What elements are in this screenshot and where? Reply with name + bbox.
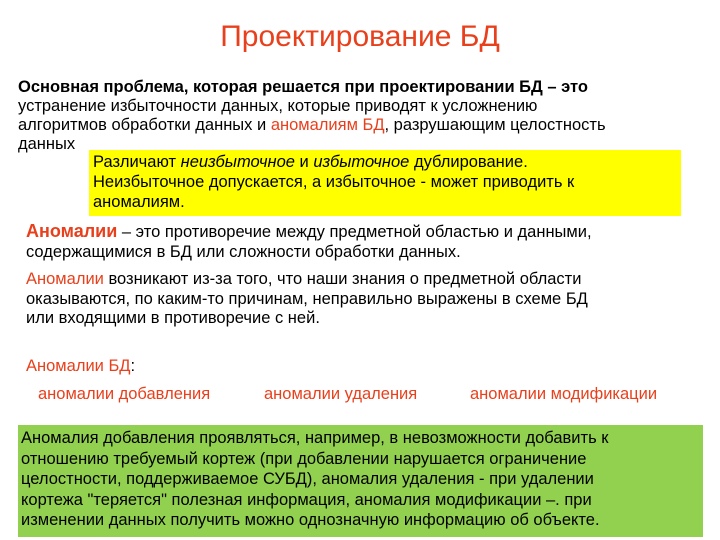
duplication-line-1: [93, 152, 677, 172]
anomaly-cause: [26, 270, 706, 329]
anomaly-cause-line-2: оказываются, по каким-то причинам, неправильно выражены в схеме БД: [26, 289, 588, 308]
duplication-line-2: Неизбыточное допускается, а избыточное - может приводить к: [93, 173, 575, 191]
anomaly-cause-term: Аномалии: [26, 270, 104, 288]
anomaly-list-colon: :: [130, 357, 136, 375]
intro-line-3: [18, 116, 714, 135]
anomaly-type-update: аномалии модификации: [470, 385, 658, 403]
intro-line-1: Основная проблема, которая решается при проектировании БД – это: [18, 78, 588, 96]
anomaly-cause-line-1: [26, 270, 706, 290]
example-line-3: целостности, поддерживаемое СУБД), аномалия удаления - при удалении: [21, 470, 594, 488]
anomaly-cause-line-3: или входящими в противоречие с ней.: [26, 309, 320, 327]
intro-line-2: устранение избыточности данных, которые приводят к усложнению: [18, 97, 538, 115]
anomaly-list-heading: [26, 357, 135, 376]
anomaly-def-line-2: содержащимися в БД или сложности обработки данных.: [26, 243, 461, 261]
dup-text-a: Различают: [93, 153, 181, 171]
anomaly-type-insert: аномалии добавления: [38, 385, 211, 403]
anomaly-def-line-1: [26, 221, 716, 242]
anomaly-list-term: Аномалии БД: [26, 357, 131, 375]
duplication-line-3: аномалиям.: [93, 193, 185, 211]
anomaly-term: Аномалии: [26, 221, 118, 241]
example-line-4: кортежа "теряется" полезная информация, аномалия модификации –. при: [21, 490, 592, 509]
intro-line-3-end: , разрушающим целостность: [384, 116, 606, 134]
page-title: Проектирование БД: [220, 20, 500, 53]
example-line-2: отношению требуемый кортеж (при добавлении нарушается ограничение: [21, 449, 587, 468]
duplication-note-box: [89, 150, 681, 216]
example-line-5: изменении данных получить можно однозначную информацию об объекте.: [21, 511, 600, 529]
intro-line-4: данных: [18, 135, 76, 153]
anomaly-cause-rest: возникают из-за того, что наши знания о предметной области: [103, 270, 582, 288]
example-line-1: Аномалия добавления проявляться, например, в невозможности добавить к: [21, 429, 609, 447]
dup-text-b: и: [294, 153, 314, 171]
dup-term-redundant: избыточное: [313, 153, 410, 171]
anomaly-def-rest: – это противоречие между предметной областью и данными,: [117, 223, 592, 241]
intro-line-3-start: алгоритмов обработки данных и: [18, 116, 271, 134]
anomaly-definition: [26, 221, 716, 262]
db-anomalies-term: аномалиям БД: [270, 116, 385, 134]
anomaly-type-delete: аномалии удаления: [264, 385, 418, 403]
dup-term-non-redundant: неизбыточное: [180, 153, 295, 171]
dup-text-c: дублирование.: [409, 153, 528, 171]
anomaly-example-box: [18, 425, 703, 537]
intro-paragraph: [18, 78, 714, 154]
